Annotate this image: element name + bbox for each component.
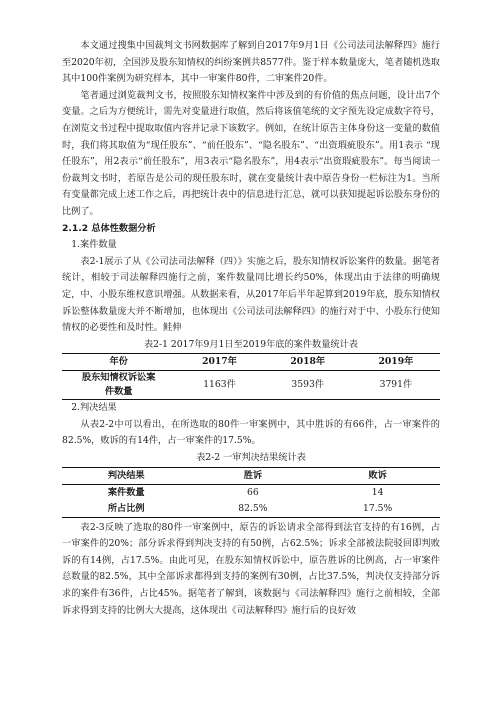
table-header-cell: 判决结果 bbox=[107, 469, 145, 481]
table-cell: 3791件 bbox=[379, 379, 413, 391]
table-header-cell: 2018年 bbox=[290, 356, 326, 368]
table-row-label: 所占比例 bbox=[107, 502, 145, 514]
table-cell: 3593件 bbox=[291, 379, 324, 391]
table-header-row bbox=[62, 467, 440, 484]
paragraph-judgment: 从表2-2中可以看出，在所选取的80件一审案例中，其中胜诉的有66件，占一审案件的82.5%，败诉的有14件，占一审案件的17.5%。 bbox=[62, 418, 440, 447]
table-cell: 66 bbox=[247, 486, 259, 498]
sub-heading-judgment: 2.判决结果 bbox=[71, 402, 117, 414]
table-row-label: 案件数量 bbox=[107, 486, 145, 498]
paragraph-intro: 本文通过搜集中国裁判文书网数据库了解到自2017年9月1日《公司法司法解释四》施行至2020年初，全国涉及股东知情权的纠纷案例共8577件。鉴于样本数量庞大，笔者随机选取其中100件案例为研究样本，其中一审案件80件，二审案件20件。 bbox=[62, 40, 440, 85]
table-2-caption: 表2-2 一审判决结果统计表 bbox=[196, 452, 306, 464]
table-2-judgment-results bbox=[62, 467, 440, 518]
table-header-cell: 2017年 bbox=[202, 356, 237, 368]
table-header-cell: 胜诉 bbox=[243, 469, 263, 481]
table-header-cell: 败诉 bbox=[368, 469, 387, 481]
table-header-cell: 2019年 bbox=[378, 356, 414, 368]
table-cell: 1163件 bbox=[203, 379, 236, 391]
paragraph-analysis: 表2-3反映了选取的80件一审案例中，原告的诉讼请求全部得到法官支持的有16例，占一审案件的20%；部分诉求得到判决支持的有50例，占62.5%；诉求全部被法院驳回即判败诉的有14例，占17.5%。由此可见，在股东知情权诉讼中，原告胜诉的比例高，占一审案件总数量的82.5%，其中全部诉求都得到支持的案例有30例，占比37.5%，判决仅支持部分诉求的案件有36件，占比45%。据笔者了解到，该数据与《司法解释四》施行之前相较，全部诉求得到支持的比例大大提高，这体现出《司法解释四》施行后的良好效 bbox=[62, 521, 440, 616]
paragraph-method: 笔者通过浏览裁判文书，按照股东知情权案件中涉及到的有价值的焦点问题，设计出7个变量。之后为方便统计，需先对变量进行取值，然后将该值笔统的文字预先设定成数字符号，在浏览文书过程中提取取值内容并记录下该数字。例如，在统计原告主体身份这一变量的数值时，我们将其取值为“现任股东”、“前任股东”、“隐名股东”、“出资瑕疵股东”。用1表示 “现任股东”，用2表示“前任股东”，用3表示“隐名股东”，用4表示“出资瑕疵股东”。每当阅读一份裁判文书时，若原告是公司的现任股东时，就在变量统计表中原告身份一栏标注为1。当所有变量都完成上述工作之后，再把统计表中的信息进行汇总，就可以获知提起诉讼股东身份的比例了。 bbox=[62, 89, 440, 217]
paragraph-case-count: 表2-1展示了从《公司法司法解释（四）》实施之后，股东知情权诉讼案件的数量。据笔者统计，相较于司法解释四施行之前，案件数量同比增长约50%，体现出由于法律的明确规定，中、小股东维权意识增强。从数据来看，从2017年后半年起算到2019年底，股东知情权诉讼整体数量庞大并不断增加，也体现出《公司法司法解释四》的施行对于中、小股东行使知情权的必要性和及时性。鲑伸 bbox=[62, 255, 440, 334]
table-row bbox=[62, 501, 440, 518]
table-1-case-counts bbox=[62, 353, 440, 400]
table-header-cell: 年份 bbox=[109, 356, 128, 368]
table-cell: 17.5% bbox=[363, 502, 393, 514]
table-cell: 14 bbox=[371, 486, 384, 498]
table-cell: 82.5% bbox=[238, 502, 268, 514]
table-row-label: 股东知情权诉讼案件数量 bbox=[81, 372, 156, 398]
table-1-caption: 表2-1 2017年9月1日至2019年底的案件数量统计表 bbox=[144, 338, 358, 350]
sub-heading-case-count: 1.案件数量 bbox=[71, 239, 117, 251]
table-row bbox=[62, 484, 440, 501]
table-row bbox=[62, 371, 440, 400]
main-text bbox=[62, 38, 440, 619]
section-heading: 2.1.2 总体性数据分析 bbox=[62, 222, 156, 234]
table-header-row bbox=[62, 354, 440, 371]
